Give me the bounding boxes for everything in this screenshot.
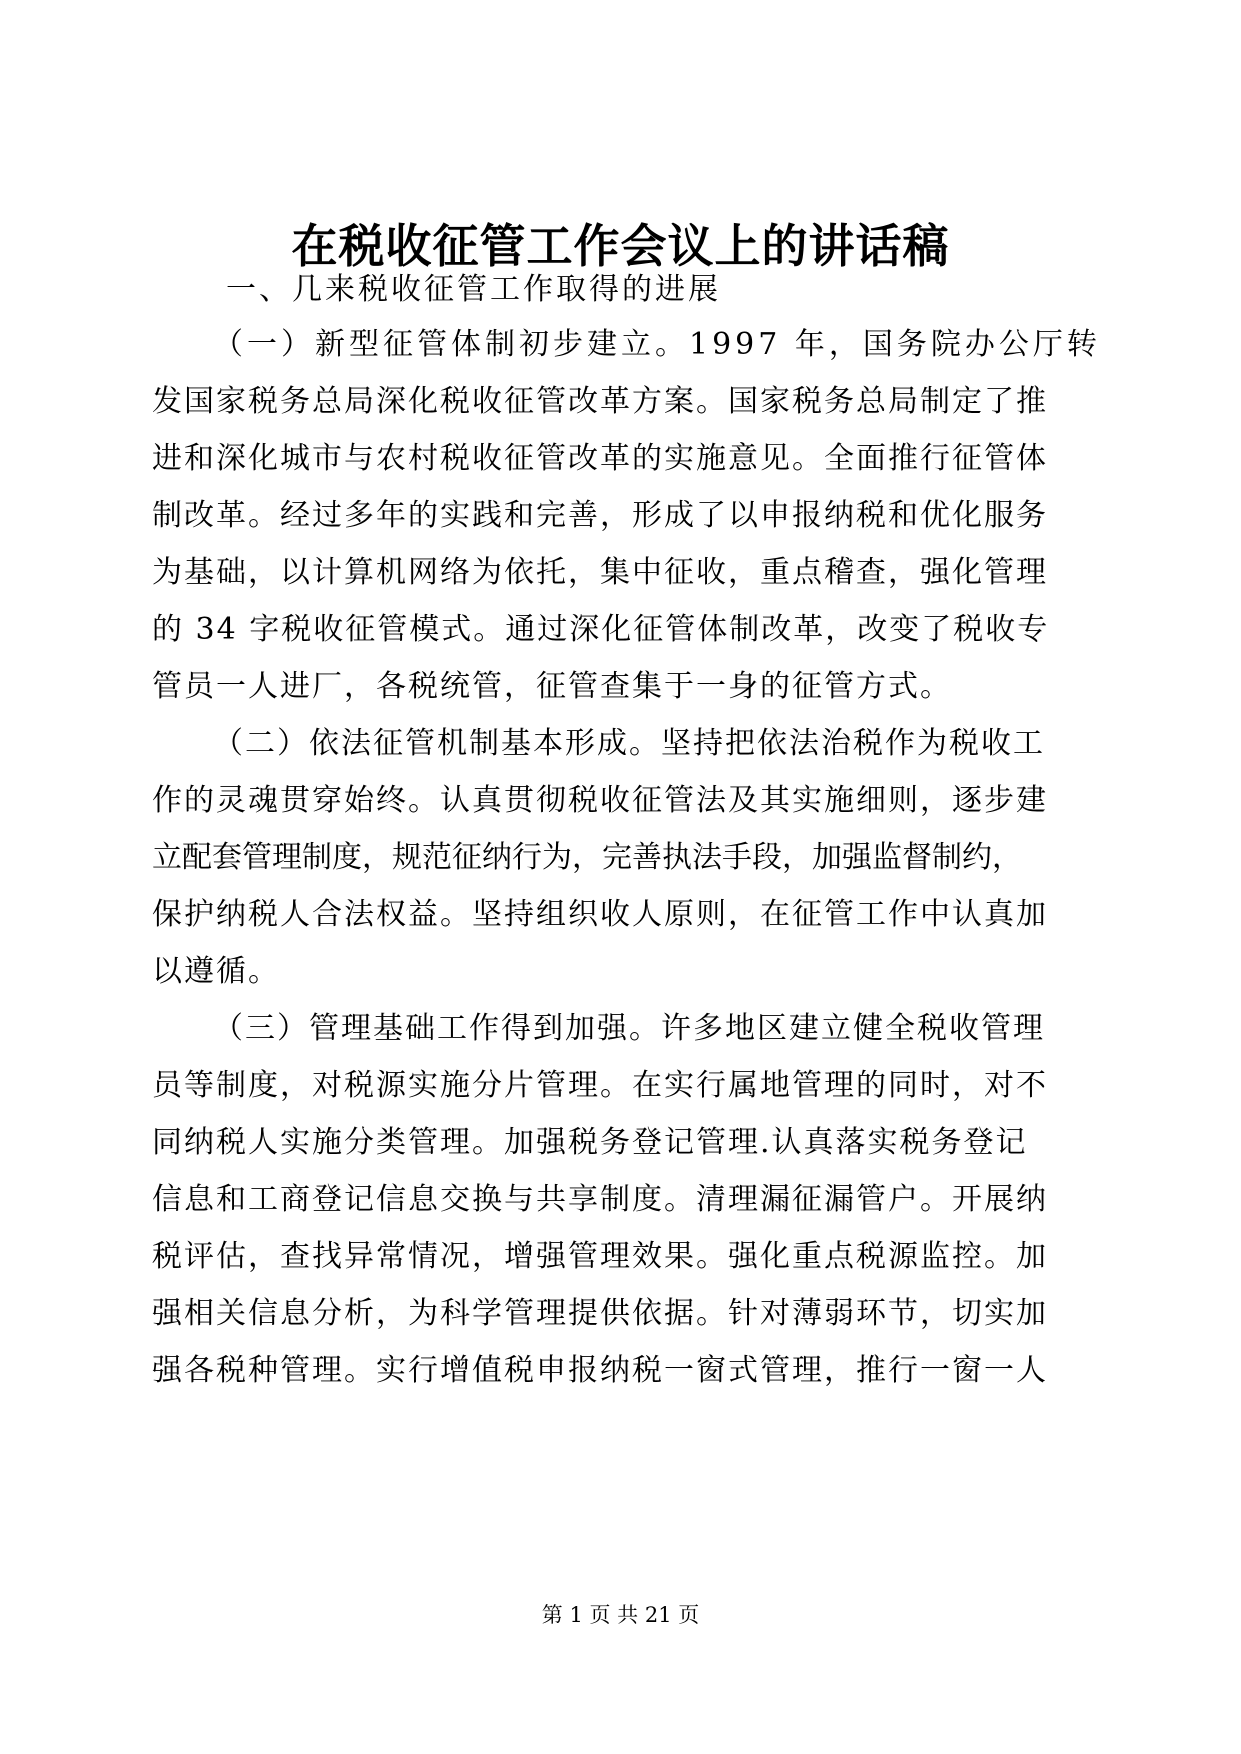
body-line: 强相关信息分析，为科学管理提供依据。针对薄弱环节，切实加 bbox=[152, 1296, 1048, 1331]
page-number: 第 1 页 共 21 页 bbox=[541, 1603, 700, 1627]
document-title: 在税收征管工作会议上的讲话稿 bbox=[291, 219, 950, 273]
body-line: 发国家税务总局深化税收征管改革方案。国家税务总局制定了推 bbox=[152, 384, 1048, 419]
body-line: （二）依法征管机制基本形成。坚持把依法治税作为税收工 bbox=[213, 726, 1045, 761]
section-heading: 一、几来税收征管工作取得的进展 bbox=[226, 272, 721, 307]
body-line: 作的灵魂贯穿始终。认真贯彻税收征管法及其实施细则，逐步建 bbox=[152, 783, 1048, 818]
body-line: 保护纳税人合法权益。坚持组织收人原则，在征管工作中认真加 bbox=[152, 897, 1048, 932]
body-line: （三）管理基础工作得到加强。许多地区建立健全税收管理 bbox=[213, 1011, 1045, 1046]
body-line: 为基础，以计算机网络为依托，集中征收，重点稽查，强化管理 bbox=[152, 555, 1048, 590]
body-line: 管员一人进厂，各税统管，征管查集于一身的征管方式。 bbox=[152, 669, 952, 704]
body-line: 税评估，查找异常情况，增强管理效果。强化重点税源监控。加 bbox=[152, 1239, 1048, 1274]
body-line: 制改革。经过多年的实践和完善，形成了以申报纳税和优化服务 bbox=[152, 498, 1048, 533]
body-line: 同纳税人实施分类管理。加强税务登记管理.认真落实税务登记 bbox=[152, 1125, 1028, 1160]
body-line: 员等制度，对税源实施分片管理。在实行属地管理的同时，对不 bbox=[152, 1068, 1048, 1103]
body-line: 信息和工商登记信息交换与共享制度。清理漏征漏管户。开展纳 bbox=[152, 1182, 1048, 1217]
body-line: （一）新型征管体制初步建立。1997 年，国务院办公厅转 bbox=[213, 327, 1101, 362]
body-line: 以遵循。 bbox=[152, 954, 280, 989]
body-line: 的 34 字税收征管模式。通过深化征管体制改革，改变了税收专 bbox=[152, 612, 1050, 647]
body-line: 立配套管理制度，规范征纳行为，完善执法手段，加强监督制约， bbox=[152, 840, 1022, 875]
body-line: 强各税种管理。实行增值税申报纳税一窗式管理，推行一窗一人 bbox=[152, 1353, 1048, 1388]
body-line: 进和深化城市与农村税收征管改革的实施意见。全面推行征管体 bbox=[152, 441, 1048, 476]
